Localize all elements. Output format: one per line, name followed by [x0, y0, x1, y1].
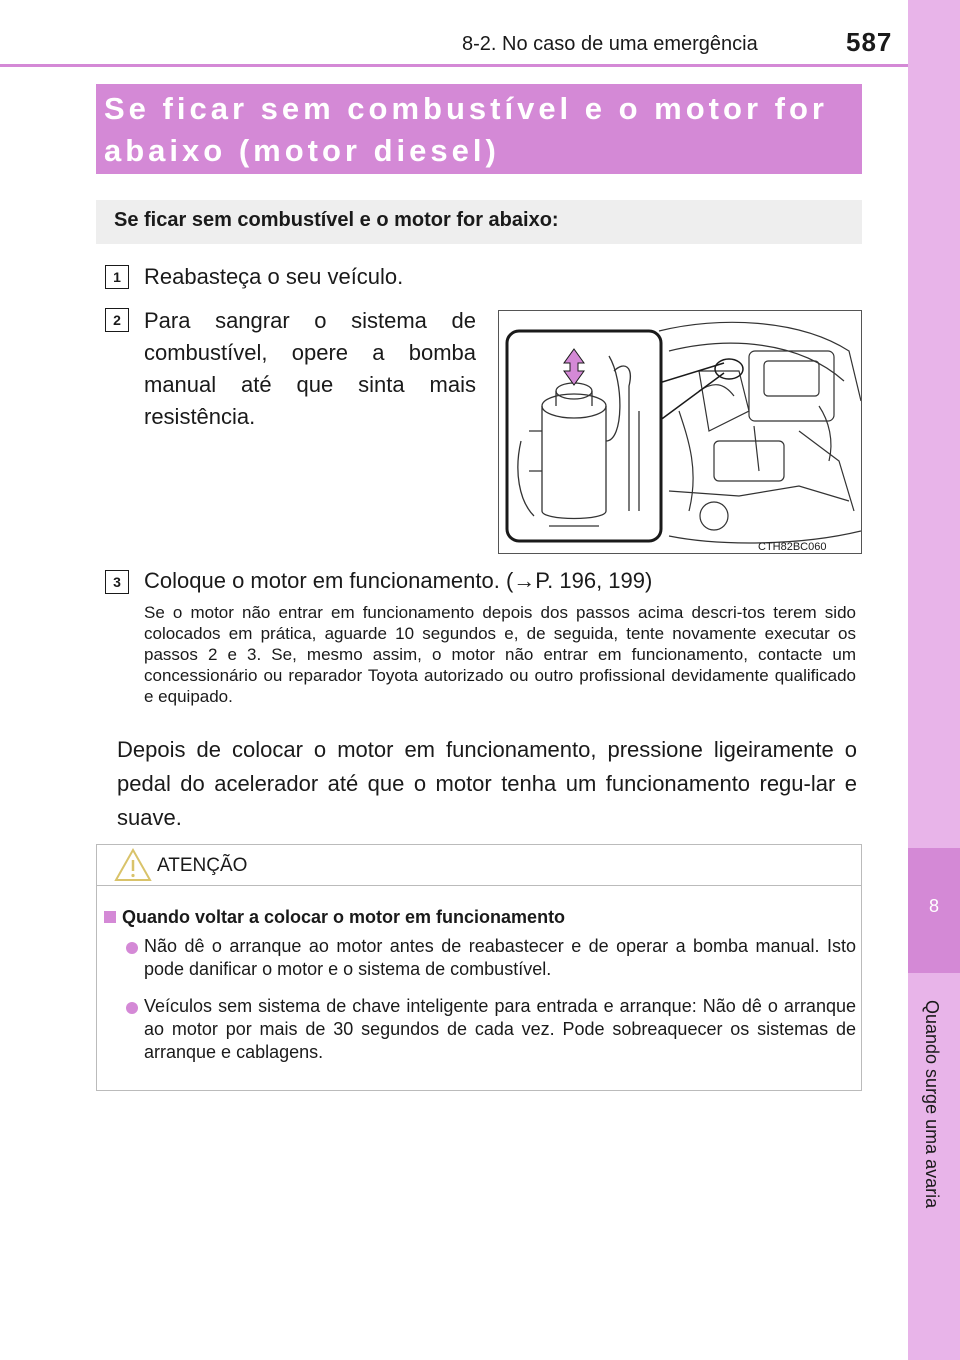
section-title: 8-2. No caso de uma emergência [462, 33, 758, 55]
fuel-filter-illustration [499, 311, 862, 554]
step-3-badge: 3 [105, 570, 129, 594]
warning-divider [96, 885, 862, 886]
warning-item-1: Não dê o arranque ao motor antes de reabastecer e de operar a bomba manual. Isto pode danificar o motor e o sistema de combustível. [144, 936, 856, 979]
page-title: Se ficar sem combustível e o motor for abaixo (motor diesel) [104, 91, 828, 168]
step-2-badge: 2 [105, 308, 129, 332]
bullet-icon [126, 1002, 138, 1014]
bullet-icon [126, 942, 138, 954]
square-bullet-icon [104, 911, 116, 923]
warning-heading-text: Quando voltar a colocar o motor em funcionamento [122, 907, 566, 927]
step-3-text: Coloque o motor em funcionamento. (→P. 196, 199) [144, 568, 653, 593]
chapter-number: 8 [928, 896, 939, 916]
figure-code: CTH82BC060 [758, 541, 827, 553]
warning-icon [113, 847, 153, 883]
engine-figure [498, 310, 862, 554]
warning-heading [104, 907, 565, 928]
page-number: 587 [846, 27, 893, 57]
warning-title: ATENÇÃO [157, 855, 248, 876]
warning-item-2: Veículos sem sistema de chave inteligente para entrada e arranque: Não dê o arranque ao motor por mais de 30 segundos de cada vez. Pode sobreaquecer os sistemas de arranque e cablagens. [144, 996, 856, 1062]
subtitle: Se ficar sem combustível e o motor for abaixo: [114, 209, 559, 231]
step-1-badge: 1 [105, 265, 129, 289]
header-rule [0, 64, 908, 67]
restart-paragraph: Depois de colocar o motor em funcionamento, pressione ligeiramente o pedal do acelerador até que o motor tenha um funcionamento regu-lar e suave. [117, 737, 857, 830]
step-3-note: Se o motor não entrar em funcionamento depois dos passos acima descri-tos terem sido colocados em prática, aguarde 10 segundos e, de seguida, tente novamente executar os passos 2 e 3. Se, mesmo assim, o motor não entrar em funcionamento, contacte um concessionário ou reparador Toyota autorizado ou outro profissional devidamente qualificado e equipado. [144, 603, 856, 706]
step-1-text: Reabasteça o seu veículo. [144, 264, 404, 289]
chapter-label: Quando surge uma avaria [922, 1000, 942, 1209]
chapter-label-container [908, 1000, 960, 1240]
step-2-text: Para sangrar o sistema de combustível, opere a bomba manual até que sinta mais resistência. [144, 308, 476, 429]
